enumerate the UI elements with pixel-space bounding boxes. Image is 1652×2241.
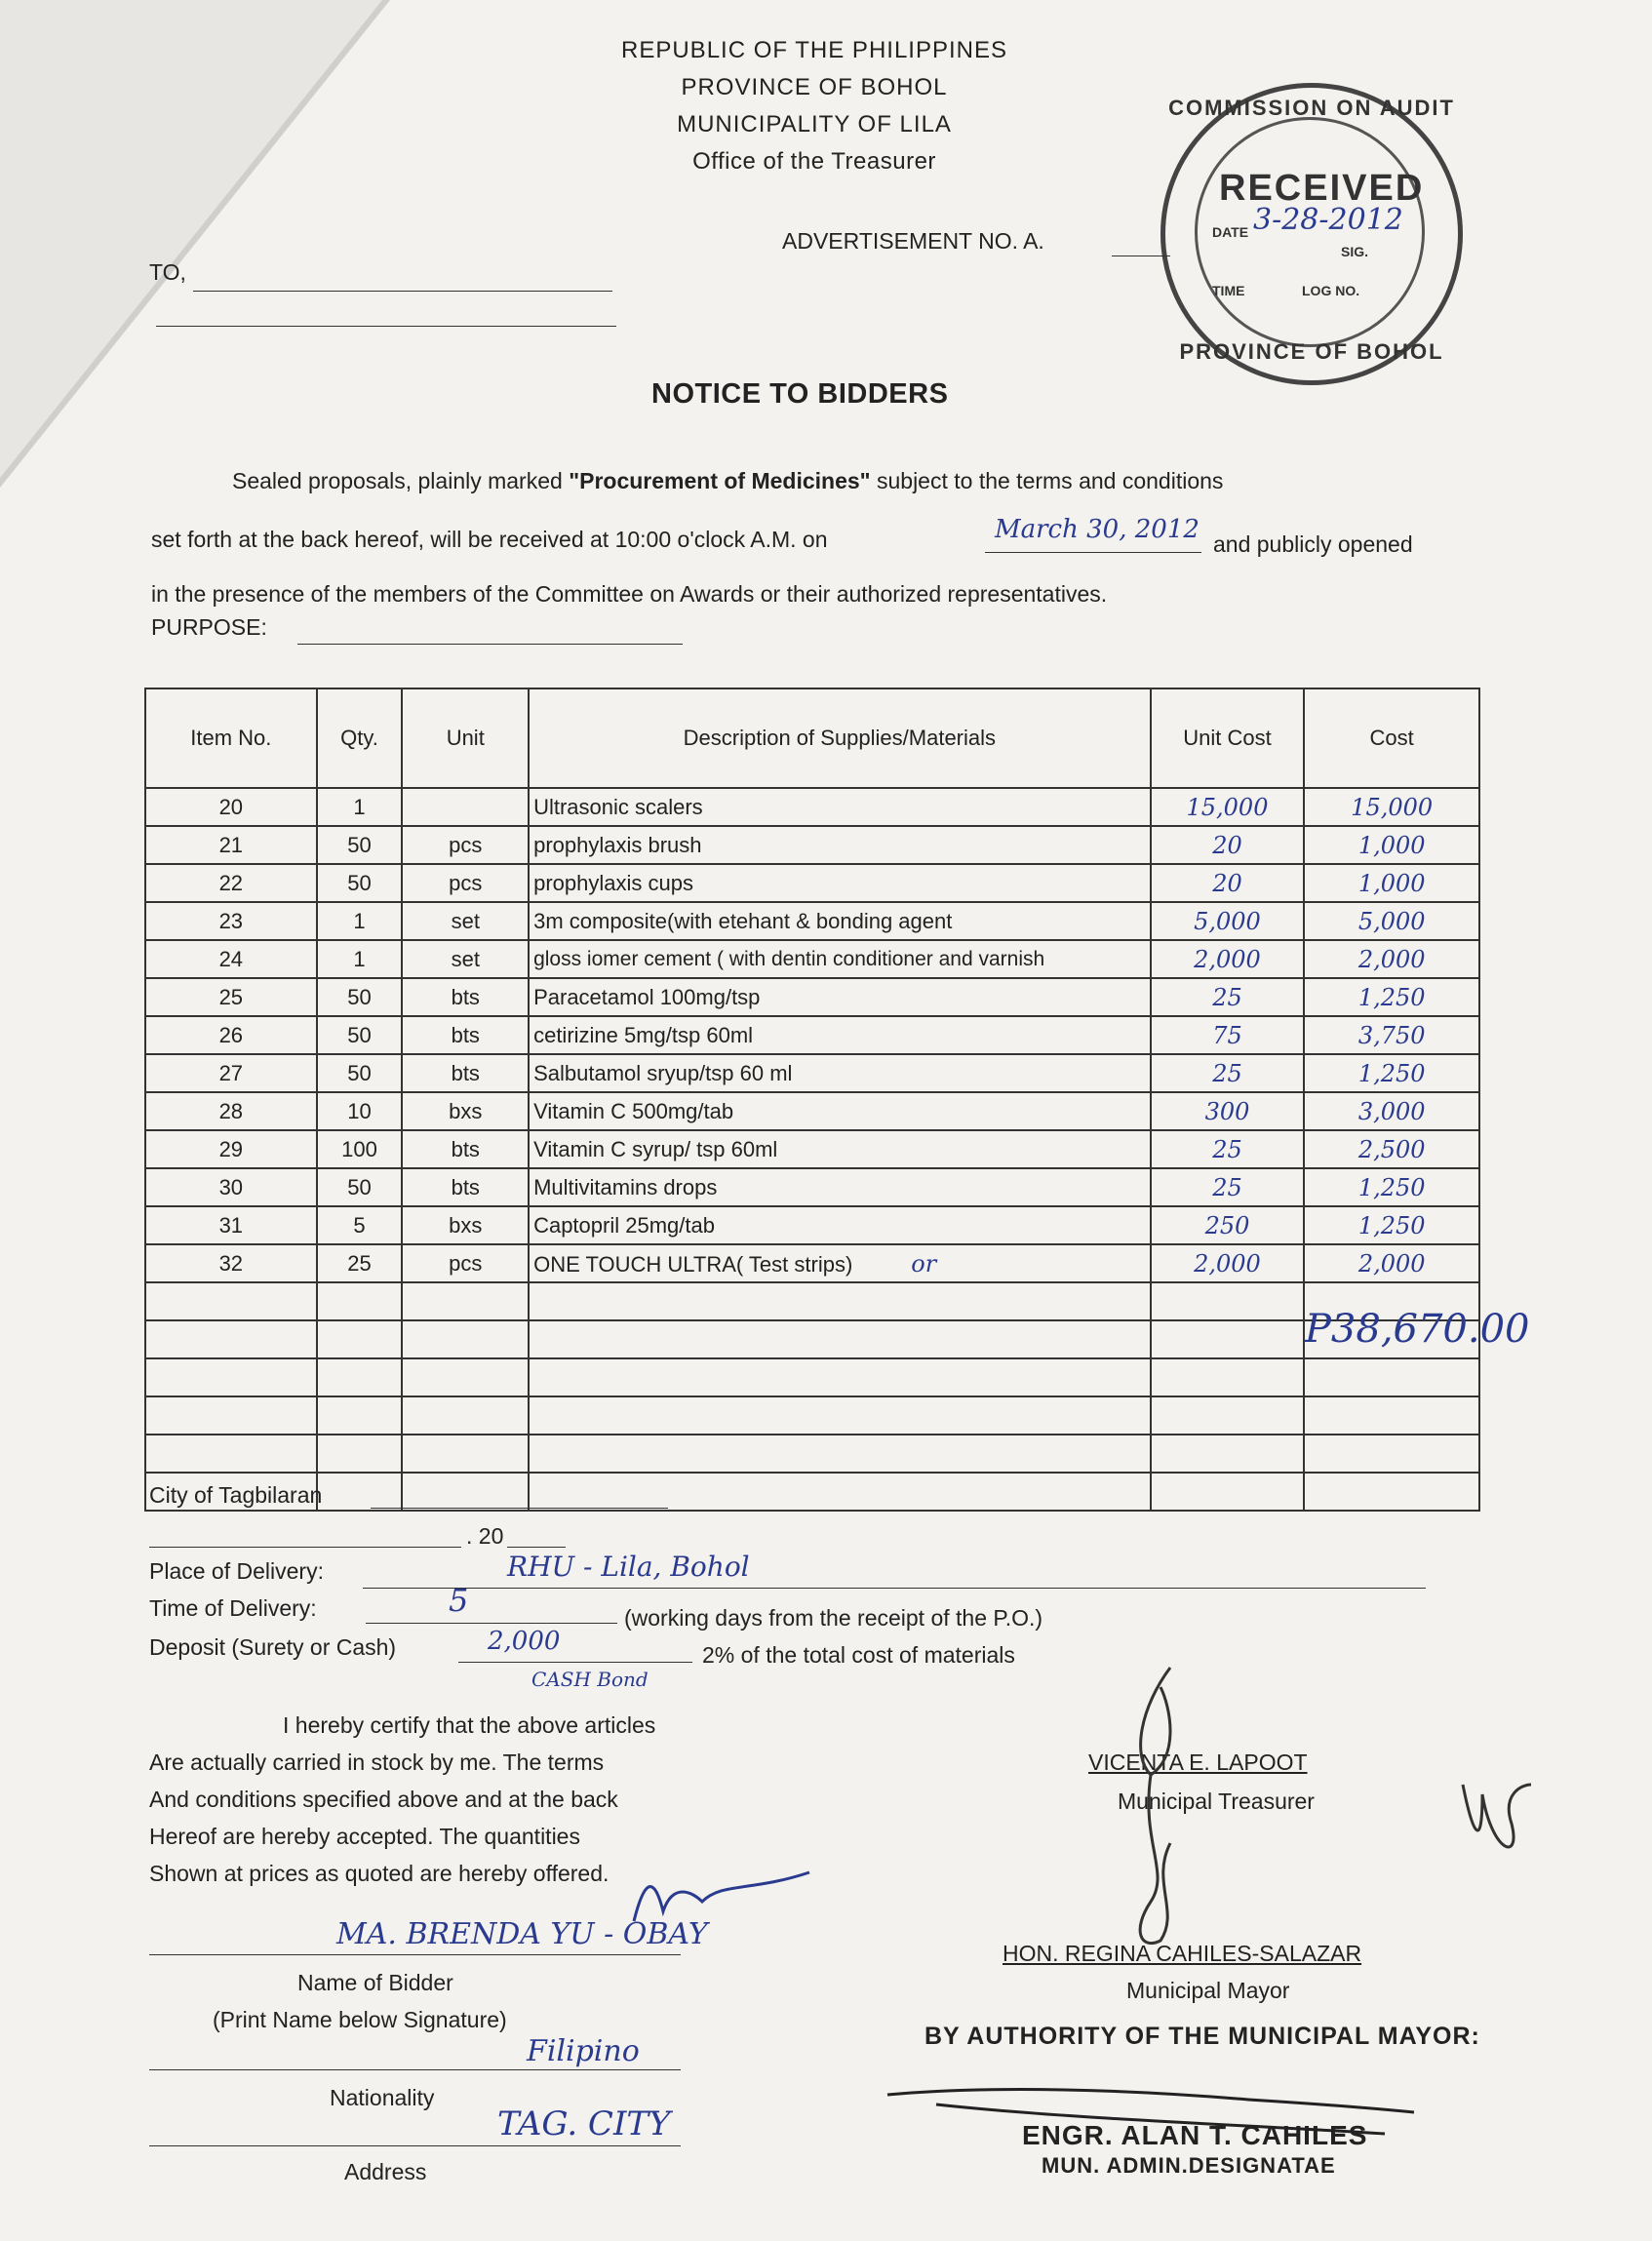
cell-unit-cost: 25 <box>1151 978 1305 1016</box>
address-label: Address <box>344 2159 427 2184</box>
purpose-line <box>297 644 683 645</box>
cell-item: 27 <box>145 1054 317 1092</box>
cell-item: 28 <box>145 1092 317 1130</box>
note-or: or <box>911 1249 937 1278</box>
cell-unit: pcs <box>402 826 529 864</box>
stamp-top-text: COMMISSION ON AUDIT <box>1168 96 1455 120</box>
cell-unit: bts <box>402 978 529 1016</box>
header-office: Office of the Treasurer <box>692 148 936 175</box>
cell-desc: Paracetamol 100mg/tsp <box>529 978 1151 1016</box>
header-description: Description of Supplies/Materials <box>529 688 1151 788</box>
header-item-no: Item No. <box>145 688 317 788</box>
cell-unit-cost: 25 <box>1151 1054 1305 1092</box>
table-row-empty <box>145 1358 1479 1396</box>
cell-unit-cost: 20 <box>1151 826 1305 864</box>
bidder-print-label: (Print Name below Signature) <box>213 2007 507 2032</box>
admin-title: MUN. ADMIN.DESIGNATAE <box>1042 2153 1336 2178</box>
items-table <box>144 688 1480 1512</box>
nationality-line <box>149 2069 681 2070</box>
cell-cost: 1,000 <box>1304 826 1479 864</box>
cell-qty: 1 <box>317 902 403 940</box>
cell-desc: Captopril 25mg/tab <box>529 1206 1151 1244</box>
deposit-value: 2,000 <box>488 1627 561 1656</box>
cell-unit: pcs <box>402 1244 529 1282</box>
cell-item: 24 <box>145 940 317 978</box>
table-row-empty <box>145 1396 1479 1435</box>
cell-qty: 100 <box>317 1130 403 1168</box>
cell-unit: set <box>402 902 529 940</box>
city-label: City of Tagbilaran <box>149 1482 323 1508</box>
header-municipality: MUNICIPALITY OF LILA <box>677 111 952 138</box>
address-value: TAG. CITY <box>497 2104 671 2143</box>
cell-cost: 15,000 <box>1304 788 1479 826</box>
p1-post: subject to the terms and conditions <box>870 468 1224 493</box>
p2-date: March 30, 2012 <box>995 515 1200 544</box>
cell-unit: pcs <box>402 864 529 902</box>
cell-qty: 5 <box>317 1206 403 1244</box>
stamp-sig-label: SIG. <box>1341 244 1369 259</box>
cell-qty: 1 <box>317 788 403 826</box>
table-row <box>145 1054 1479 1092</box>
p2-pre: set forth at the back hereof, will be received at 10:00 o'clock A.M. on <box>151 527 828 552</box>
nationality-value: Filipino <box>527 2034 640 2068</box>
p3: in the presence of the members of the Committee on Awards or their authorized representatives. <box>151 581 1108 607</box>
place-line <box>363 1588 1426 1589</box>
cell-unit <box>402 788 529 826</box>
cell-item: 30 <box>145 1168 317 1206</box>
table-row-empty <box>145 1320 1479 1358</box>
table-row <box>145 1206 1479 1244</box>
cell-qty: 10 <box>317 1092 403 1130</box>
stamp-log-label: LOG NO. <box>1302 283 1360 298</box>
mayor-title: Municipal Mayor <box>1126 1978 1290 2003</box>
deposit-label: Deposit (Surety or Cash) <box>149 1634 397 1660</box>
cell-desc: Vitamin C 500mg/tab <box>529 1092 1151 1130</box>
table-row <box>145 1016 1479 1054</box>
cell-qty: 1 <box>317 940 403 978</box>
cell-unit: bts <box>402 1130 529 1168</box>
cell-unit-cost: 250 <box>1151 1206 1305 1244</box>
city-line <box>371 1508 668 1509</box>
mayor-name: HON. REGINA CAHILES-SALAZAR <box>1003 1941 1362 1966</box>
cell-item: 22 <box>145 864 317 902</box>
time-note: (working days from the receipt of the P.O.) <box>624 1605 1043 1631</box>
cell-desc: 3m composite(with etehant & bonding agent <box>529 902 1151 940</box>
cell-qty: 50 <box>317 1016 403 1054</box>
stamp-date-value: 3-28-2012 <box>1253 203 1403 237</box>
cell-item: 23 <box>145 902 317 940</box>
cell-unit: bts <box>402 1168 529 1206</box>
table-row <box>145 902 1479 940</box>
table-row <box>145 826 1479 864</box>
certify-line-5: Shown at prices as quoted are hereby offered. <box>149 1861 610 1886</box>
date-line-footer <box>149 1547 461 1548</box>
cell-qty: 50 <box>317 978 403 1016</box>
bidder-name-label: Name of Bidder <box>297 1970 453 1995</box>
total-amount: P38,670.00 <box>1305 1307 1530 1352</box>
time-label: Time of Delivery: <box>149 1595 317 1621</box>
cell-unit: bxs <box>402 1092 529 1130</box>
cell-unit: bxs <box>402 1206 529 1244</box>
cell-cost: 2,500 <box>1304 1130 1479 1168</box>
paragraph-line-1 <box>232 468 1223 494</box>
cell-qty: 50 <box>317 864 403 902</box>
header-qty: Qty. <box>317 688 403 788</box>
cell-cost: 1,000 <box>1304 864 1479 902</box>
certify-line-3: And conditions specified above and at the back <box>149 1787 618 1812</box>
table-row <box>145 978 1479 1016</box>
p1-pre: Sealed proposals, plainly marked <box>232 468 570 493</box>
place-label: Place of Delivery: <box>149 1558 324 1584</box>
header-unit-cost: Unit Cost <box>1151 688 1305 788</box>
certify-line-2: Are actually carried in stock by me. The terms <box>149 1750 605 1775</box>
deposit-note: 2% of the total cost of materials <box>702 1642 1015 1668</box>
cell-unit-cost: 2,000 <box>1151 1244 1305 1282</box>
treasurer-title: Municipal Treasurer <box>1118 1789 1315 1814</box>
p1-bold: "Procurement of Medicines" <box>569 468 871 493</box>
certify-line-4: Hereof are hereby accepted. The quantities <box>149 1824 580 1849</box>
stamp-received: RECEIVED <box>1219 168 1425 209</box>
deposit-line <box>458 1662 692 1663</box>
cell-desc <box>529 1244 1151 1282</box>
header-province: PROVINCE OF BOHOL <box>681 74 948 100</box>
stamp-date-label: DATE <box>1212 224 1249 240</box>
table-row <box>145 1092 1479 1130</box>
cell-unit-cost: 25 <box>1151 1168 1305 1206</box>
stamp-time-label: TIME <box>1212 283 1245 298</box>
authority-line: BY AUTHORITY OF THE MUNICIPAL MAYOR: <box>924 2023 1480 2050</box>
cell-cost: 1,250 <box>1304 978 1479 1016</box>
cell-desc: gloss iomer cement ( with dentin conditioner and varnish <box>529 940 1151 978</box>
admin-name: ENGR. ALAN T. CAHILES <box>1022 2120 1368 2150</box>
cell-desc: Multivitamins drops <box>529 1168 1151 1206</box>
cell-desc: Vitamin C syrup/ tsp 60ml <box>529 1130 1151 1168</box>
treasurer-signature <box>1112 1648 1209 1960</box>
header-unit: Unit <box>402 688 529 788</box>
cell-unit-cost: 2,000 <box>1151 940 1305 978</box>
table-row <box>145 940 1479 978</box>
year-label: . 20 <box>466 1523 504 1549</box>
cell-desc: cetirizine 5mg/tsp 60ml <box>529 1016 1151 1054</box>
advertisement-label: ADVERTISEMENT NO. A. <box>782 228 1044 254</box>
cell-unit-cost: 300 <box>1151 1092 1305 1130</box>
cell-qty: 50 <box>317 1168 403 1206</box>
table-header-row <box>145 688 1479 788</box>
cell-unit: bts <box>402 1016 529 1054</box>
table-row-empty <box>145 1473 1479 1511</box>
cell-unit-cost: 25 <box>1151 1130 1305 1168</box>
cell-desc: prophylaxis cups <box>529 864 1151 902</box>
cell-item: 32 <box>145 1244 317 1282</box>
cell-cost: 3,750 <box>1304 1016 1479 1054</box>
cell-qty: 50 <box>317 826 403 864</box>
cell-desc: prophylaxis brush <box>529 826 1151 864</box>
cell-unit-cost: 20 <box>1151 864 1305 902</box>
table-row-empty <box>145 1435 1479 1473</box>
cell-cost: 3,000 <box>1304 1092 1479 1130</box>
cell-cost: 5,000 <box>1304 902 1479 940</box>
place-value: RHU - Lila, Bohol <box>507 1551 750 1583</box>
admin-signature <box>878 2065 1424 2143</box>
table-row-empty <box>145 1282 1479 1320</box>
notice-title: NOTICE TO BIDDERS <box>651 378 949 410</box>
address-line <box>149 2145 681 2146</box>
cell-desc: Salbutamol sryup/tsp 60 ml <box>529 1054 1151 1092</box>
certify-line-1: I hereby certify that the above articles <box>283 1712 656 1738</box>
cell-cost: 2,000 <box>1304 940 1479 978</box>
purpose-label: PURPOSE: <box>151 614 267 640</box>
treasurer-name: VICENTA E. LAPOOT <box>1088 1750 1308 1775</box>
folded-corner <box>0 0 382 478</box>
cell-item: 26 <box>145 1016 317 1054</box>
cell-unit: bts <box>402 1054 529 1092</box>
cell-unit-cost: 75 <box>1151 1016 1305 1054</box>
cell-item: 21 <box>145 826 317 864</box>
table-row <box>145 864 1479 902</box>
cell-unit-cost: 5,000 <box>1151 902 1305 940</box>
time-value: 5 <box>449 1582 469 1619</box>
nationality-label: Nationality <box>330 2085 435 2110</box>
cell-desc: Ultrasonic scalers <box>529 788 1151 826</box>
cell-qty: 50 <box>317 1054 403 1092</box>
time-line <box>366 1623 617 1624</box>
header-republic: REPUBLIC OF THE PHILIPPINES <box>621 37 1007 63</box>
cell-unit: set <box>402 940 529 978</box>
cell-cost: 1,250 <box>1304 1168 1479 1206</box>
cell-item: 25 <box>145 978 317 1016</box>
bidder-name-value: MA. BRENDA YU - OBAY <box>336 1917 708 1951</box>
to-label: TO, <box>149 259 186 285</box>
table-row <box>145 788 1479 826</box>
cell-desc-text: ONE TOUCH ULTRA( Test strips) <box>533 1251 853 1277</box>
table-row <box>145 1130 1479 1168</box>
cell-cost: 1,250 <box>1304 1054 1479 1092</box>
cell-unit-cost: 15,000 <box>1151 788 1305 826</box>
initials-signature <box>1453 1765 1541 1882</box>
stamp-bottom-text: PROVINCE OF BOHOL <box>1179 339 1444 364</box>
cell-item: 20 <box>145 788 317 826</box>
cell-qty: 25 <box>317 1244 403 1282</box>
to-line-1 <box>193 291 612 292</box>
cell-item: 29 <box>145 1130 317 1168</box>
bidder-name-line <box>149 1954 681 1955</box>
to-line-2 <box>156 326 616 327</box>
date-line <box>985 552 1201 553</box>
table-row <box>145 1244 1479 1282</box>
header-cost: Cost <box>1304 688 1479 788</box>
p2-post: and publicly opened <box>1213 531 1413 557</box>
year-line <box>507 1547 566 1548</box>
received-stamp <box>1160 83 1463 385</box>
cell-cost: 2,000 <box>1304 1244 1479 1282</box>
cell-cost: 1,250 <box>1304 1206 1479 1244</box>
cell-item: 31 <box>145 1206 317 1244</box>
table-row <box>145 1168 1479 1206</box>
deposit-cash: CASH Bond <box>531 1668 649 1691</box>
bidder-signature <box>624 1863 819 1931</box>
